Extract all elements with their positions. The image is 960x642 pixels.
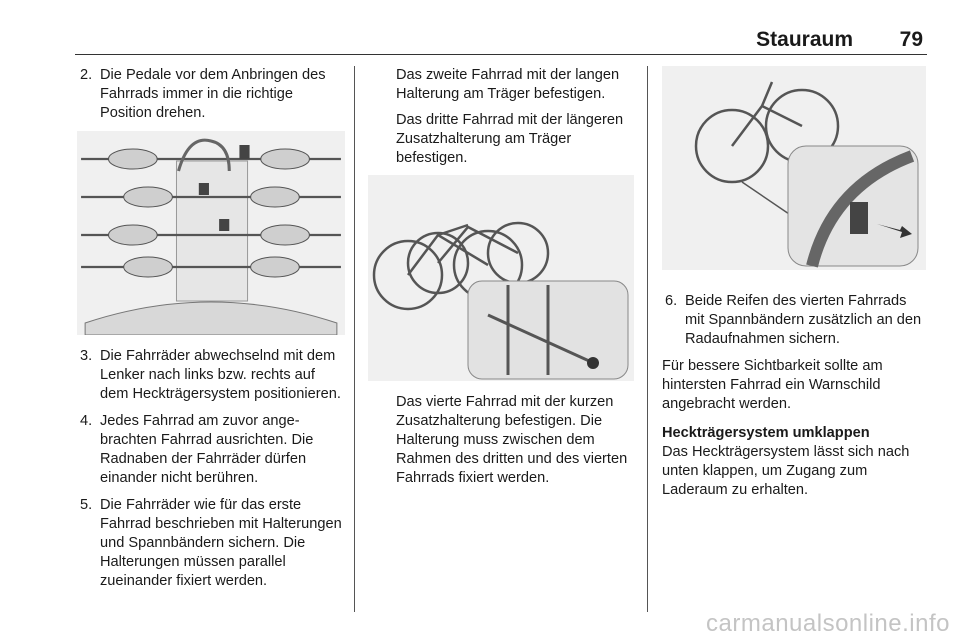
paragraph: Das vierte Fahrrad mit der kurzen Zusatzhalterung befestigen. Die Halterung muss zwischen dem Rahmen des dritten und des vierten Fahrrads fixiert werden. [396,394,628,486]
page-number: 79 [899,28,923,51]
step-5: 5. Die Fahrräder wie für das erste Fahrrad beschrieben mit Halterungen und Spannbändern sichern. Die Halterungen müssen parallel zueinander fixiert werden. [80,497,342,589]
header-rule [75,54,927,55]
column-divider [354,66,355,612]
tyre-strap-detail-illustration [662,66,926,270]
paragraph: Das Heckträgersystem lässt sich nach unten klappen, um Zugang zum Laderaum zu erhalten. [662,444,910,498]
bikes-with-holder-illustration [368,175,634,381]
step-6: 6. Beide Reifen des vierten Fahrrads mit Spannbändern zusätzlich an den Radaufnahmen sichern. [665,293,922,347]
section-heading: Heckträgersystem umklappen [662,425,870,441]
column-3 [662,66,926,507]
column-1 [77,66,345,599]
page-header [75,28,927,54]
illustration-bikes-top-view [77,131,345,335]
illustration-bikes-side-view [368,175,634,381]
watermark: carmanualsonline.info [706,610,950,637]
column-divider [647,66,648,612]
section-title: Stauraum [756,28,853,51]
bike-rack-top-view-illustration [77,131,345,335]
column-2 [368,66,634,495]
paragraph: Für bessere Sichtbarkeit sollte am hintersten Fahrrad ein Warnschild angebracht werden. [662,358,883,412]
paragraph: Das zweite Fahrrad mit der langen Halterung am Träger befestigen. [396,67,620,102]
paragraph: Das dritte Fahrrad mit der längeren Zusatzhalterung am Träger befestigen. [396,112,624,166]
step-3: 3. Die Fahrräder abwechselnd mit dem Lenker nach links bzw. rechts auf dem Heckträgersystem positionieren. [80,348,341,402]
step-2: 2. Die Pedale vor dem Anbringen des Fahrrads immer in die richtige Position drehen. [80,67,326,121]
illustration-strap-detail [662,66,926,270]
step-4: 4. Jedes Fahrrad am zuvor angebrachten Fahrrad ausrichten. Die Radnaben der Fahrräder dürfen einander nicht berühren. [80,413,314,486]
